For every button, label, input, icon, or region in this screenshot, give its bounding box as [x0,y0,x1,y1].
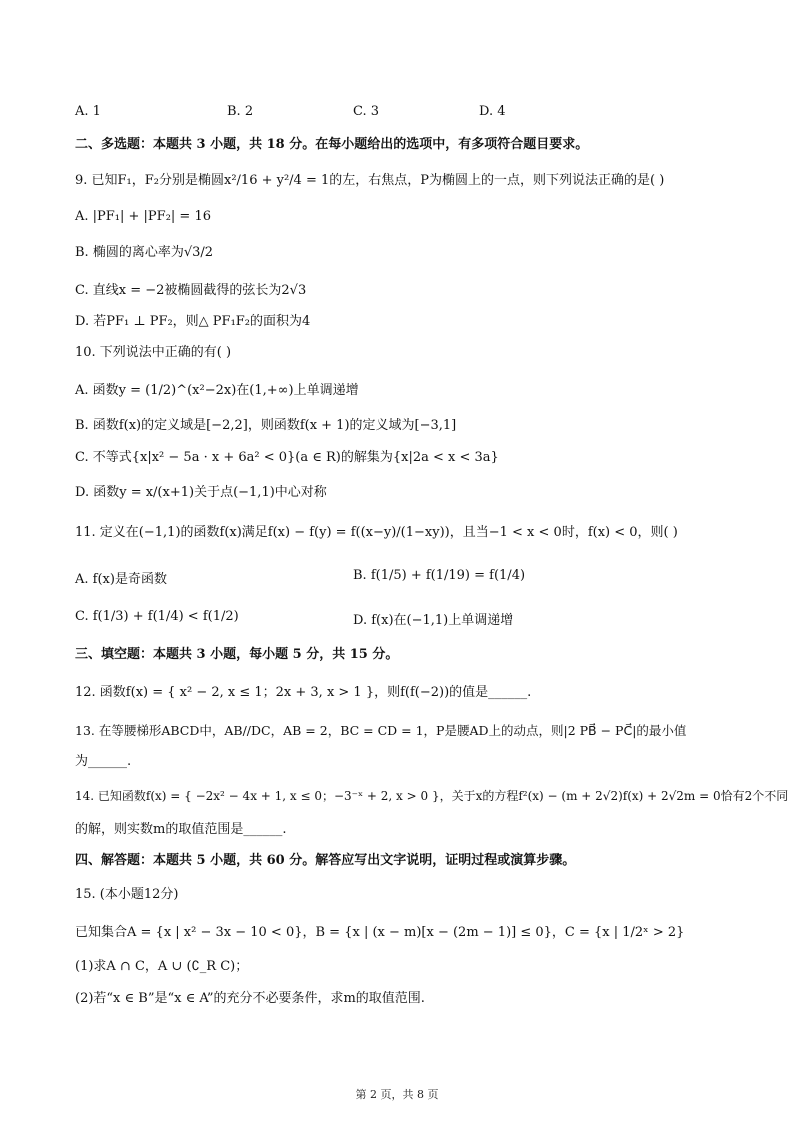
q15-part2: (2)若“x ∈ B”是“x ∈ A”的充分不必要条件，求m的取值范围. [75,991,425,1006]
q12: 12. 函数f(x) = { x² − 2, x ≤ 1；2x + 3, x > 1 }，则f(f(−2))的值是______. [75,685,532,700]
q8-option-c: C. 3 [353,104,380,119]
q9-stem: 9. 已知F₁，F₂分别是椭圆x²/16 + y²/4 = 1的左，右焦点，P为椭圆上的一点，则下列说法正确的是( ) [75,173,665,188]
q11-stem: 11. 定义在(−1,1)的函数f(x)满足f(x) − f(y) = f((x−y)/(1−xy))，且当−1 < x < 0时，f(x) < 0，则( ) [75,525,678,540]
section2-header: 二、多选题：本题共 3 小题，共 18 分。在每小题给出的选项中，有多项符合题目要求。 [75,137,589,152]
q10-option-c: C. 不等式{x|x² − 5a · x + 6a² < 0}(a ∈ R)的解集为{x|2a < x < 3a} [75,450,499,465]
q11-options-row2 [75,609,725,627]
q15-part1: (1)求A ∩ C，A ∪ (∁_R C)； [75,959,249,974]
q13-line1: 13. 在等腰梯形ABCD中，AB//DC，AB = 2，BC = CD = 1，P是腰AD上的动点，则|2 PB⃗ − PC⃗|的最小值 [75,723,687,738]
q9-option-a: A. |PF₁| + |PF₂| = 16 [75,209,211,224]
q8-option-a: A. 1 [75,104,101,119]
q9-option-b: B. 椭圆的离心率为√3/2 [75,245,214,260]
q13-line2: 为______. [75,754,132,769]
q10-option-b: B. 函数f(x)的定义域是[−2,2]，则函数f(x + 1)的定义域为[−3,1] [75,418,457,433]
q10-stem: 10. 下列说法中正确的有( ) [75,345,232,360]
q14-line2: 的解，则实数m的取值范围是______. [75,822,287,837]
page-footer: 第 2 页，共 8 页 [355,1088,439,1101]
q15-stem: 已知集合A = {x | x² − 3x − 10 < 0}，B = {x | (x − m)[x − (2m − 1)] ≤ 0}，C = {x | 1/2ˣ > 2} [75,925,685,940]
q11-option-b: B. f(1/5) + f(1/19) = f(1/4) [353,568,526,583]
q11-options-row1 [75,568,725,586]
q8-option-d: D. 4 [479,104,506,119]
q10-option-a: A. 函数y = (1/2)^(x²−2x)在(1,+∞)上单调递增 [75,383,359,398]
q11-option-a: A. f(x)是奇函数 [75,572,167,587]
q9-option-d: D. 若PF₁ ⊥ PF₂，则△ PF₁F₂的面积为4 [75,314,311,329]
q11-option-c: C. f(1/3) + f(1/4) < f(1/2) [75,609,239,624]
q11-option-d: D. f(x)在(−1,1)上单调递增 [353,613,514,628]
q10-option-d: D. 函数y = x/(x+1)关于点(−1,1)中心对称 [75,485,327,500]
q15-title: 15. (本小题12分) [75,887,179,902]
q8-options [75,104,725,122]
section3-header: 三、填空题：本题共 3 小题，每小题 5 分，共 15 分。 [75,647,399,662]
section4-header: 四、解答题：本题共 5 小题，共 60 分。解答应写出文字说明，证明过程或演算步骤。 [75,853,576,868]
q14-line1: 14. 已知函数f(x) = { −2x² − 4x + 1, x ≤ 0；−3⁻ˣ + 2, x > 0 }，关于x的方程f²(x) − (m + 2√2)f(x) + 2√2m = 0恰有2个不同 [75,789,789,803]
q9-option-c: C. 直线x = −2被椭圆截得的弦长为2√3 [75,283,307,298]
q8-option-b: B. 2 [227,104,254,119]
